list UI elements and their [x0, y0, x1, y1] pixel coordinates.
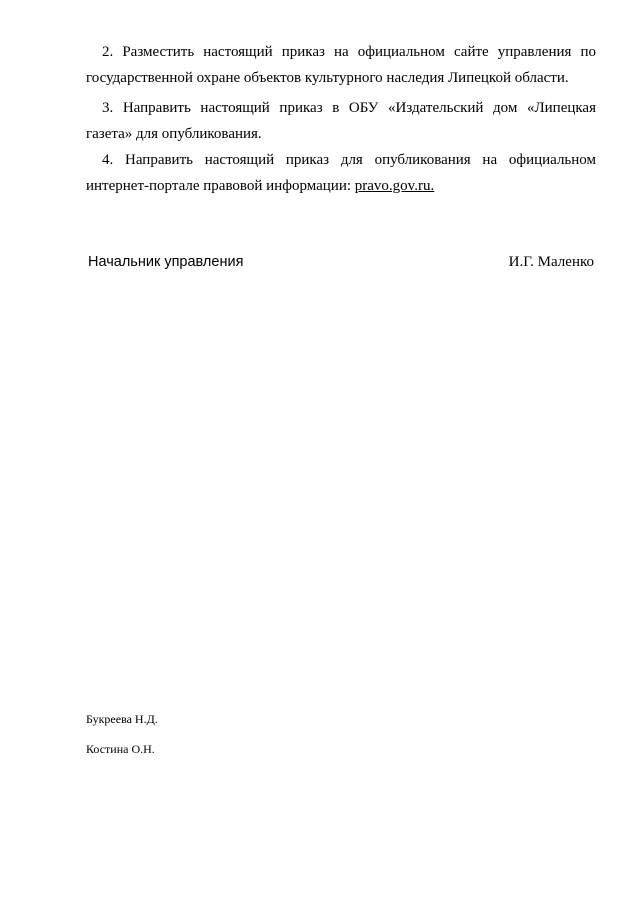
- paragraph-item-4: [86, 147, 596, 199]
- item-text: Разместить настоящий приказ на официальном сайте управления по государственной охране объектов культурного наследия Липецкой области.: [86, 44, 596, 86]
- item-text: Направить настоящий приказ для опубликования на официальном интернет-портале правовой информации:: [86, 152, 597, 194]
- executor-1: Букреева Н.Д.: [86, 712, 158, 726]
- signature-name: И.Г. Маленко: [508, 254, 594, 270]
- item-text: Направить настоящий приказ в ОБУ «Издательский дом «Липецкая газета» для опубликования.: [86, 100, 596, 142]
- item-number: 4.: [102, 152, 114, 168]
- item-number: 2.: [102, 44, 114, 60]
- executor-2: Костина О.Н.: [86, 742, 155, 756]
- signature-position: Начальник управления: [88, 254, 244, 270]
- paragraph-item-2: [86, 39, 596, 91]
- item-number: 3.: [102, 100, 114, 116]
- paragraph-item-3: [86, 95, 596, 147]
- signature-block: [88, 252, 594, 272]
- pravo-link[interactable]: pravo.gov.ru.: [354, 178, 435, 194]
